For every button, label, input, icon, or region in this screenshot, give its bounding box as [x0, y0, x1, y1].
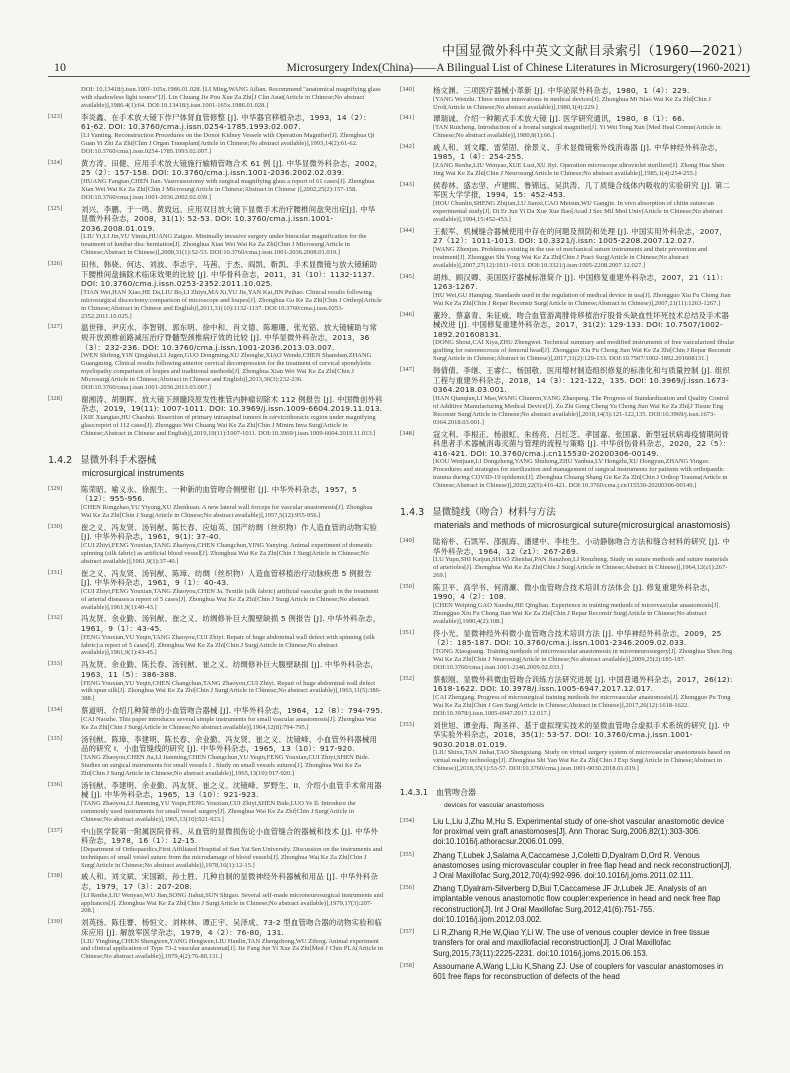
reference-entry — [48, 395, 383, 438]
reference-entry — [400, 928, 735, 959]
reference-entry — [400, 273, 735, 308]
reference-number: [344] — [400, 226, 415, 234]
reference-entry — [48, 569, 383, 612]
reference-translation: [LIU Yingbing,CHEN Shengwen,YANG Hengwen,LIU Hanlin,TAN Zhengzhong,WU Zifeng. Animal experiment and clinical application of Type 73-2 vascular anastomat[J]. Jie Fang Jun Yi Xue Za Zhi[Med J Chin PLA(Article in Chinese;No abstract available)],1979,4(2):76-80,131.] — [81, 937, 383, 961]
reference-number: [333] — [48, 660, 63, 668]
reference-text: 蔡振刚、显微外科微血管吻合训练方法研究进展 [J]. 中国普通外科杂志，2017，26(12): 1618-1622. DOI: 10.3978/j.issn.1005-6947.2017.12.017. — [433, 674, 733, 694]
reference-text: 戚人和、刘文斌、宋国颖、孙士胜、几种自制的显微神经外科器械和用品 [J]. 中华外科杂志，1979，17（3）：207-208. — [81, 872, 379, 891]
reference-text: 汤钊猷、陈璋、李建明、陈长春、余业勤、冯友贤、崔之义、沈镜峰、小血管外科器械用品的研究 I．小血管缝线的研究 [J]. 中华外科杂志，1965，13（10）：917-920. — [81, 734, 378, 754]
reference-translation: [HAN Qianqian,LI Mao,WANG Chunren,YANG Zhaopeng. The Progress of Standardization and Quality Control of Additive Manufacturing Medical Device[J]. Zu Zhi Gong Cheng Yu Chong Jian Wai Ke Za Zhi[J Tissue Eng Reconstr Surg(Article in Chinese;No abstract available)],2018,14(3):121-122,135. DOI:10.3969/j.issn.1673-0364.2018.03.001.] — [433, 394, 729, 426]
reference-text: 刘英扬、陈佳謇、杨恒文、刘林林、谭正宇、吴泽成、73-2 型血管吻合器的动物实验和临床应用 [J]. 解放军医学杂志，1979，4（2）：76-80，131. — [81, 918, 382, 937]
reference-entry — [400, 721, 735, 774]
reference-text: 侯春林、盛志坚、卢建熙、鲁锦远、吴洪涛、几丁质缝合线体内吸收的实验研究 [J]. 第二军医大学学报，1994，15：452-453. — [433, 180, 731, 200]
reference-entry — [48, 323, 383, 391]
left-column — [48, 86, 383, 964]
reference-number: [350] — [400, 582, 415, 590]
reference-text: Liu L,Liu J,Zhu M,Hu S. Experimental study of one-shot vascular anastomotic device for proximal vein graft anastomoses[J]. Ann Thorac Surg,2006,82(1):303-306. doi:10.1016/j.athoracsur.2006.01.099. — [433, 817, 725, 847]
reference-translation: [KOU Wenjuan,LI Dongzheng,YANG Shuhong,ZHU Yanhua,LV Hongzhi,XU Hongyun,ZHANG Yingze. Procedures and strategies for sterilization and management of surgical instruments for patients with orthopaedic trauma during COVID-19 epidemic[J]. Zhonghua Chuang Shang Gu Ke Za Zhi[Chin J Orthop Trauma(Article in Chinese;Abstract in Chinese)],2020,22(5):416-421. DOI:10.3760/cma.j.cn115530-20200306-00149.] — [433, 458, 728, 490]
reference-translation: [LI Renhe,LIU Wenyao,WU Jian,SONG Jiahui,SUN Shigao. Several self-made microneurosurgical instruments and appliances[J]. Zhonghua Wai Ke Za Zhi[Chin J Surg(Article in Chinese;No abstract available)],1979,17(3):207-208.] — [81, 891, 383, 915]
reference-entry — [48, 614, 383, 657]
reference-entry — [400, 86, 735, 111]
section-number: 1.4.3 — [400, 506, 425, 518]
reference-text: 田伟、韩骁、何达、刘波、李志宇、马茜、于杰、阎凯、靳凯、手术显微镜与放大镜辅助下腰椎间盘摘除术临床效果的比较 [J]. 中华骨科杂志，2011，31（10）：1132-1137. DOI: 10.3760/cma.j.issn.0253-2352.2011.10.025. — [81, 260, 378, 289]
reference-entry — [48, 260, 383, 320]
reference-number: [346] — [400, 310, 415, 318]
reference-entry — [400, 311, 735, 364]
reference-translation: [DONG Shoui,CAI Xiya,ZHU Zhengwei. Technical summary and modified instruments of free vascularized fibular grafting for osteonecrosis of femoral head[J]. Zhongguo Xiu Fu Chong Jian Wai Ke Za Zhi[Chin J Repar Reconstr Surg(Article in Chinese;Abstract in Chinese)],2017,31(2):129-133. DOI:10.7507/1002-1892.201608131.] — [433, 339, 735, 363]
reference-text: 冯友贤、余业勤、陈长春、汤钊猷、崔之义、纺绸修补巨大腹壁缺损 [J]. 中华外科杂志，1963，11（5）：386-388. — [81, 660, 379, 679]
reference-number: [329] — [48, 484, 63, 492]
reference-entry — [48, 872, 383, 915]
reference-text: 寇文利、李根正、杨淑虹、朱扬亮、吕红芝、孝国嘉、张国嘉、新型冠状病毒疫情期间骨科患者手术器械消毒灭菌与管理的流程与策略 [J]. 中华创伤骨科杂志，2020，22（5）：416-421. DOI: 10.3760/cma.j.cn115530-20200306-00149. — [433, 429, 731, 458]
reference-translation: [CUI Zhiyi,FENG Youxian,TANG Zhaoyou,CHEN Changchun,YING Yanying. Animal experiment of domestic spinning (silk fabric) as artificial blood vessel[J]. Zhonghua Wai Ke Za Zhi[Chin J Surg(Article in Chinese;No abstract available)],1961,9(1):37-40.] — [81, 541, 373, 565]
reference-translation: [CAI Zhengang. Progress of microsurgical training methods for microvascular anastomosis[J]. Zhongguo Pu Tong Wai Ke Za Zhi[Chin J Gen Surg(Article in Chinese;Abstract in Chinese)],2017,26(12):1618-1622. DOI:10.3978/j.issn.1005-6947.2017.12.017.] — [433, 693, 731, 717]
section-number: 1.4.3.1 — [400, 788, 428, 798]
reference-number: [326] — [48, 260, 63, 268]
section-1-4-3-1 — [400, 787, 735, 811]
reference-text: Zhang T,Lubek J,Salama A,Caccamese J,Coletti D,Dyalram D,Ord R. Venous anastomoses using microvascular coupler in free flap head and neck reconstruction[J]. J Oral Maxillofac Surg,2012,70(4):992-996. doi:10.1016/j.joms.2011.02.111. — [433, 850, 732, 881]
reference-entry — [400, 675, 735, 718]
reference-entry — [400, 851, 735, 882]
reference-translation: [HU Wei,GU Hanqing. Standards used in the regulation of medical device in usa[J]. Zhongguo Xiu Fu Chong Jian Wai Ke Za Zhi[Chin J Repar Reconstr Surg(Article in Chinese;Abstract in Chinese)],2007,21(11):1263-1267.] — [433, 291, 731, 307]
reference-number: [327] — [48, 323, 63, 331]
entries-right-mid — [400, 537, 735, 773]
section-title-cn: 显微外科手术器械 — [80, 454, 157, 466]
reference-entry — [48, 485, 383, 520]
reference-number: [325] — [48, 204, 63, 212]
entries-left-top — [48, 86, 383, 438]
reference-number: [334] — [48, 706, 63, 714]
reference-entry — [48, 159, 383, 202]
reference-text: 谢湘涛、胡朝晖、放大镜下颈髓段原发性椎管内肿瘤切除术 112 例报告 [J]. 中国微创外科杂志，2019，19(11): 1007-1011. DOI: 10.3969/j.issn.1009-6604.2019.11.013. — [81, 394, 383, 414]
reference-text: 李炎鑫、在手术放大镜下作尸体肾血管修整 [J]. 中华器官移植杂志，1993，14（2）：61-62. DOI: 10.3760/cma.j.issn.0254-1785.1993.02.007. — [81, 112, 371, 132]
reference-text: 杨文渊、三项医疗器械小革新 [J]. 中华泌尿外科杂志，1980，1（4）：229. — [433, 86, 690, 95]
reference-text: Zhang T,Dyalram-Silverberg D,Bui T,Caccamese JF Jr,Lubek JE. Analysis of an implantable venous anastomotic flow coupler:experience in head and neck free flap reconstruction[J]. Int J Oral Maxillofac Surg,2012,41(6):751-755. doi:10.1016/j.ijom.2012.03.002. — [433, 884, 721, 924]
reference-translation: [LIU Yi,LI Jin,YU Yimin,HUANG Zaiguo. Minimally invasive surgery under binocular magnification for the treatment of lumbar disc herniation[J]. Zhonghua Xian Wei Wai Ke Za Zhi[Chin J Microsurg(Article in Chinese;Abstract in Chinese)],2008,31(1):52-53. DOI:10.3760/cma.j.issn.1001-2036.2008.01.019.] — [81, 233, 367, 257]
section-1-4-2 — [48, 452, 383, 479]
section-title-cn: 显微缝线（吻合）材料与方法 — [432, 506, 556, 518]
running-header-cn: 中国显微外科中英文文献目录索引（1960—2021） — [442, 44, 750, 59]
running-header-en: Microsurgery Index(China)——A Bilingual List of Chinese Literatures in Microsurgery(1960-2021) — [286, 62, 750, 74]
reference-text: 刘兴、李鹏、于一鸣、黄致远、应用双目放大镜下显微手术治疗腰椎间盘突出症[J]. 中华显微外科杂志，2008，31(1): 52-53. DOI: 10.3760/cma.j.issn.1001-2036.2008.01.019. — [81, 204, 376, 233]
reference-translation: [TANG Zhaoyou,CHEN Jia,LI Jianming,CHEN Changchun,YU Yeqin,FENG Youxian,CUI Zhiyi,SHEN Bide. Studies on surgical instruments for small vessels I . Study on small vessels sutures[J]. Zhonghua Wai Ke Za Zhi[Chin J Surg(Article in Chinese;No abstract available)],1965,13(10):917-920.] — [81, 753, 370, 777]
reference-text: 王振军、机械缝合器械使用中存在的问题及预防和处理 [J]. 中国实用外科杂志，2007，27（12）：1011-1013. DOI: 10.3321/j.issn: 1005-2208.2007.12.027. — [433, 226, 727, 246]
reference-text: 汤钊猷、李建明、余业勤、冯友贤、崔之义、沈镜峰、罗野生、II．介绍小血管手术常用器械 [J]. 中华外科杂志，1965，13（10）：921-923. — [81, 780, 382, 800]
right-column — [400, 86, 735, 985]
reference-number: [331] — [48, 568, 63, 576]
reference-entry — [400, 629, 735, 672]
reference-translation: [HUANG Fangtao,CHEN Jian. Vasovasostomy with surgical magnifying glass a report of 61 cases[J]. Zhonghua Xian Wei Wai Ke Za Zhi[Chin J Microsurg(Article in Chinese;Abstract in Chinese )],2002,25(2):157-158. DOI:10.3760/cma.j.issn.1001-2036.2002.02.039.] — [81, 177, 375, 201]
reference-entry — [48, 523, 383, 566]
reference-entry — [48, 918, 383, 961]
reference-entry — [400, 114, 735, 139]
reference-number: [335] — [48, 734, 63, 742]
section-title-en: materials and methods of microsurgical suture(microsurgical anastomosis) — [434, 519, 731, 530]
reference-translation: [TAN Ruicheng. Introduction of a frontal surgical magnifier[J]. Yi Wei Tong Xun [Med Heal Comm(Article in Chinese;No abstract available)],1980,8(1):66.] — [433, 124, 721, 139]
header-rule — [48, 76, 750, 77]
reference-translation: DOI: 10.13418/j.issn.1001-165x.1986.01.028. [LI Ming,WANG Ailian. Recommend "anatomical magnifying glass with shadowless light source"[J]. Lin Chuang Jie Pou Xue Za Zhi[J Clin Anat(Article in Chinese;No abstract available)],1986.4(1):64. DOI:10.13418/j.issn.1001-165x.1986.01.028.] — [81, 86, 381, 109]
reference-number: [357] — [400, 928, 415, 936]
reference-text: 谭瑞诚、介绍一种额式手术放大镜 [J]. 医学研究通讯，1980，8（1）：66. — [433, 114, 685, 124]
reference-number: [340] — [400, 86, 415, 93]
section-number: 1.4.2 — [48, 454, 73, 466]
section-title-cn: 血管吻合器 — [436, 788, 476, 798]
reference-text: Assoumane A,Wang L,Liu K,Shang ZJ. Use of couplers for vascular anastomoses in 601 free flaps for reconstruction of defects of the head — [433, 961, 724, 981]
reference-number: [324] — [48, 158, 63, 166]
section-1-4-3 — [400, 504, 735, 531]
reference-number: [337] — [48, 826, 63, 834]
reference-entry — [48, 205, 383, 258]
reference-text: 陆裕朴、石凯军、邵振海、潘建中、李桂生、小动静脉吻合方法和缝合材料的研究 [J]. 中华外科杂志，1964，12（z1）：267-269. — [433, 536, 731, 556]
reference-translation: [XIE Xiangtao,HU Chaohui. Resection of primary intraspinal tumors in cervicothoracic region under magnifying glass:report of 112 cases[J]. Zhongguo Wei Chuang Wai Ke Za Zhi[Chin J Minim Inva Surg(Article in Chinese;Abstract in Chinese and English)],2019,19(11):1007-1011. DOI:10.3969/j.issn.1009-6604.2019.11.013.] — [81, 413, 376, 437]
reference-entry — [400, 583, 735, 626]
reference-number: [354] — [400, 817, 415, 825]
reference-number: [343] — [400, 180, 415, 188]
reference-text: 韩倩倩、李继、王睿仁、杨国敬、医用增材制造组织修复的标准化和与质量控制 [J]. 组织工程与重建外科杂志，2018，14（3）：121-122，135. DOI: 10.3969/j.issn.1673-0364.2018.03.001. — [433, 366, 731, 395]
reference-translation: [FENG Youxian,YU Yeqin,TANG Zhaoyou,CUI Zhiyi. Repair of huge abdominal wall defect with spinning (silk fabric):a report of 5 cases[J]. Zhonghua Wai Ke Za Zhi[Chin J Surg(Article in Chinese;No abstract available)],1961,9(1):43-45.] — [81, 633, 375, 657]
reference-text: Li R,Zhang R,He W,Qiao Y,Li W. The use of venous coupler device in free tissue transfers for oral and maxillofacial reconstruction[J]. J Oral Maxillofac Surg,2015,73(11):2225-2231. doi:10.1016/j.joms.2015.06.153. — [433, 928, 710, 958]
reference-translation: [HOU Chunlin,SHENG Zhijian,LU Jianxi,CAO Meisun,WU Gangjie. In vivo absorption of chitin suture:an experimental study[J]. Di Er Jun Yi Da Xue Xue Bao[Acad J Sec Mil Med Univ(Article in Chinese;No abstract available)],1994,15:452-453.] — [433, 200, 723, 223]
reference-number: [358] — [400, 961, 415, 969]
reference-translation: [CHEN Rongzhao,YU Yiyong,XU Zhenkuan. A new lateral wall forceps for vascular anastomosis[J]. Zhonghua Wai Ke Za Zhi[Chin J Surg(Article in Chinese;No abstract available)],1957,5(12):955-956.] — [81, 503, 373, 519]
reference-text: 刘世旭、谭金海、陶圣祥、基于虚拟现实技术的显微血管吻合虚拟手术系统的研究 [J]. 中华实验外科杂志，2018，35(1): 53-57. DOI: 10.3760/cma.j.issn.1001-9030.2018.01.019. — [433, 720, 731, 749]
reference-text: 陈荣昭、喻义永、徐振生、一种新的血管吻合侧壁钳 [J]. 中华外科杂志，1957，5（12）：955-956. — [81, 484, 358, 504]
reference-number: [356] — [400, 884, 415, 892]
reference-number: [351] — [400, 628, 415, 636]
reference-translation: [Department of Orthopaedics,First Affiliated Hospital of Sun Yat Sen University. Discussion on the instruments and techniques of small vessel suture from the microdamage of blood vessels[J]. Zhonghua Wai Ke Za Zhi[Chin J Surg(Article in Chinese;No abstract available)],1978,16(1):12-15.] — [81, 845, 383, 869]
reference-entry — [400, 884, 735, 925]
reference-text: 温世锋、尹庆水、李智钢、郭东明、徐中和、肖文德、陈珊珊、张光铭、放大镜辅助与常规开放颈椎前路减压治疗脊髓型颈椎病疗效的比较 [J]. 中华显微外科杂志，2013，36（3）：232-236. DOI: 10.3760/cma.j.issn.1001-2036.2013.03.007. — [81, 323, 378, 352]
reference-translation: [TONG Xiaoguang. Training methods of microvascular anastomosis in microneurosurgery[J]. Zhonghua Shen Jing Wai Ke Za Zhi[Chin J Neurosurg(Article in Chinese;No abstract available)],2009,25(2):185-187. DOI:10.3760/cma.j.issn.1001-2346.2009.02.033.] — [433, 647, 733, 671]
entries-right-bottom — [400, 817, 735, 982]
reference-text: 胡炜、顾汉卿、美国医疗器械标准简介 [J]. 中国修复重建外科杂志，2007，21（11）：1263-1267. — [433, 272, 728, 292]
reference-entry — [400, 430, 735, 490]
reference-number: [355] — [400, 850, 415, 858]
reference-number: [349] — [400, 536, 415, 544]
entries-left-bottom — [48, 485, 383, 962]
page-number: 10 — [54, 60, 66, 74]
reference-number: [342] — [400, 142, 415, 150]
reference-translation: [YANG Wenzhi. Three minor innovations in medical devices[J]. Zhonghua Mi Niao Wai Ke Za Zhi[Chin J Urol(Article in Chinese;No abstract available)],1980,1(4):229.] — [433, 95, 711, 111]
reference-text: 陈卫平、高学书、何清濂、微小血管吻合技术培训方法体会 [J]. 修复重建外科杂志，1990，4（2）：108. — [433, 582, 715, 602]
reference-text: 崔之义、冯友贤、汤钊猷、陈长春、应灿英、国产纺绸（丝织物）作人造血管的动物实验 [J]. 中华外科杂志，1961，9(1): 37-40. — [81, 522, 378, 542]
reference-number: [323] — [48, 112, 63, 120]
reference-number: [330] — [48, 522, 63, 530]
reference-number: [332] — [48, 614, 63, 622]
reference-entry — [400, 143, 735, 178]
entries-right-top — [400, 86, 735, 490]
reference-number: [328] — [48, 394, 63, 402]
reference-entry — [48, 113, 383, 156]
reference-entry — [400, 537, 735, 580]
reference-number: [352] — [400, 674, 415, 682]
reference-text: 蔡道明、介绍几种简单的小血管吻合器械 [J]. 中华外科杂志，1964，12（8）：794-795. — [81, 706, 383, 716]
reference-entry — [48, 86, 383, 110]
reference-translation: [WEN Shifeng,YIN Qingshui,LI Jugen,GUO Dongming,XU Zhonghe,XIAO Wende,CHEN Shanshan,ZHANG Guangming. Clinical results following anterior cervical decompression for the treatment of cervical spondylotic myelopathy comparison of loupes and traditional methods[J]. Zhonghua Xian Wei Wai Ke Za Zhi[Chin J Microsurg(Article in Chinese;Abstract in Chinese and English)],2013,36(3):232-236. DOI:10.3760/cma.j.issn.1001-2036.2013.03.007.] — [81, 352, 372, 391]
reference-entry — [48, 706, 383, 731]
reference-entry — [400, 962, 735, 982]
reference-entry — [48, 660, 383, 703]
reference-translation: [LI Yanting. Reconstruction Procedures on the Donor Kidney Vessels with Operation Magnifier[J]. Zhonghua Qi Guan Yi Zhi Za Zhi[Chin J Organ Transplant(Article in Chinese;No abstract available)],1993,14(2):61-62. DOI:10.3760/cma.j.issn.0254-1785.1993.02.007.] — [81, 131, 375, 155]
reference-translation: [ZANG Renhe,LIU Wenyao,XUE Lusi,XU Jiyi. Operation microscope ultraviolet sterilizer[J]. Zhong Hua Shen Jing Wai Ke Za Zhi[Chin J Neurosurg(Article in Chinese;No abstract available)],1985,1(4):254-255.] — [433, 162, 725, 177]
reference-text: 崔之义、冯友贤、汤钊猷、陈璋、纺绸（丝织物）人造血管移植治疗动脉疾患 5 例报告 [J]. 中华外科杂志，1961，9（1）：40-43. — [81, 568, 372, 588]
reference-number: [336] — [48, 780, 63, 788]
reference-text: 戚人和、刘文耀、雷荣固、徐景义、手术显微镜紫外线消毒器 [J]. 中华神经外科杂志，1985，1（4）：254-255. — [433, 142, 723, 162]
reference-text: 董玲、蔡嘉青、朱征威、吻合血管游离腓骨移植治疗股骨头缺血性坏死技术总结及手术器械改进 [J]. 中国修复重建外科杂志，2017，31(2): 129-133. DOI: 10.7507/1002-1892.201608131. — [433, 310, 730, 339]
reference-translation: [CAI Naozhe. This paper introduces several simple instruments for small vascular anastomosis[J]. Zhonghua Wai Ke Za Zhi[Chin J Surg(Article in Chinese;No abstract available)],1964,12(8):794-795.] — [81, 715, 377, 731]
reference-translation: [TIAN Wei,HAN Xiao,HE Da,LIU Bo,LI Zhiyu,MA Xi,YU Jie,YAN Kai,JIN Peihao. Clinical results following microsurgical discectomy:comparison of microscope and loupes[J]. Zhonghua Gu Ke Za Zhi[Chin J Orthop(Article in Chinese;Abstract in Chinese and English)],2011,31(10):1132-1137. DOI:10.3760/cma.j.issn.0253-2352.2011.10.025.] — [81, 288, 382, 320]
reference-translation: [LU Yupu,SHI Kaijun,SHAO Zhenhai,PAN Jianzhon,LI Renzheng. Study on suture methods and suture materials of arterioles[J]. Zhonghua Wai Ke Za Zhi[Chin J Surg(Article in Chinese;Abstract in Chinese)],1964,12(z1):267-269.] — [433, 556, 729, 579]
reference-number: [339] — [48, 918, 63, 926]
reference-text: 中山医学院第一附属医院骨科、从血管的显微损伤论小血管缝合的器械和技术 [J]. 中华外科杂志，1978，16（1）：12-15. — [81, 826, 379, 846]
reference-entry — [400, 227, 735, 270]
reference-entry — [48, 827, 383, 870]
reference-entry — [400, 181, 735, 224]
section-title-en: microsurgical instruments — [82, 467, 185, 478]
reference-translation: [CUI Zhiyi,FENG Youxian,TANG Zhaoyou,CHEN Ja. Textile (silk fabric) artificial vascular graft in the treatment of arterial diseases:a report of 5 cases[J]. Zhonghua Wai Ke Za Zhi[Chin J Surg(Article in Chinese;No abstract available)],1961,9(1):40-43.] — [81, 587, 379, 611]
reference-number: [341] — [400, 114, 415, 122]
reference-entry — [400, 817, 735, 848]
reference-number: [353] — [400, 720, 415, 728]
reference-number: [348] — [400, 429, 415, 437]
reference-translation: [WANG Zhenjun. Problems existing in the use of mechanical suture instruments and their prevention and treatment[J]. Zhongguo Shi Yong Wai Ke Za Zhi[Chin J Pract Surg(Article in Chinese;No abstract available)],2007,27(12):1011-1013. DOI:10.3321/j.issn:1005-2208.2007.12.027.] — [433, 245, 708, 269]
reference-entry — [48, 781, 383, 824]
reference-translation: [LIU Shixu,TAN Jinhai,TAO Shengxiang. Study on virtual surgery system of microvascular anastomosis based on virtual reality technology[J]. Zhonghua Shi Yan Wai Ke Za Zhi[Chin J Exp Surg(Article in Chinese;Abstract in Chinese)],2018,35(1):53-57. DOI:10.3760/cma.j.issn.1001-9030.2018.01.019.] — [433, 749, 731, 773]
reference-number: [347] — [400, 366, 415, 374]
reference-entry — [400, 366, 735, 426]
reference-translation: [CHEN Weiping,GAO Xueshu,HE Qinglian. Experience in training methods of microvascular anastomosis[J]. Zhongguo Xiu Fu Chong Jian Wai Ke Za Zhi[Chin J Repar Reconstr Surg(Article in Chinese;No abstract available)],1990,4(2):108.] — [433, 602, 721, 625]
reference-text: 黄方涛、田健、应用手术放大镜施行输精管吻合术 61 例 [J]. 中华显微外科杂志，2002，25（2）：157-158. DOI: 10.3760/cma.j.issn.1001-2036.2002.02.039. — [81, 158, 383, 178]
reference-number: [345] — [400, 272, 415, 280]
reference-text: 佟小光、显微神经外科微小血管吻合技术培训方法 [J]. 中华神经外科杂志，2009，25（2）：185-187. DOI: 10.3760/cma.j.issn.1001-2346.2009.02.033. — [433, 628, 722, 648]
reference-translation: [TANG Zhaoyou,LI Jianming,YU Yeqin,FENG Youxian,CUI Zhiyi,SHEN Bide,LUO Ye Il. Introduce the commonly used instruments for small vessel surgery[J]. Zhonghua Wai Ke Za Zhi[Chin J Surg(Article in Chinese;No abstract available)],1965,13(10):921-923.] — [81, 799, 356, 823]
reference-translation: [FENG Youxian,YU Yeqin,CHEN Changchun,TANG Zhaoyou,CUI Zhiyi. Repair of huge abdominal wall defect with spun silk[J]. Zhonghua Wai Ke Za Zhi[Chin J Surg(Article in Chinese;No abstract available)],1963,11(5):386-388.] — [81, 679, 382, 703]
section-title-en: devices for vascular anastomosis — [444, 802, 545, 810]
reference-entry — [48, 735, 383, 778]
reference-number: [338] — [48, 872, 63, 880]
running-header — [230, 40, 750, 74]
reference-text: 冯友贤、余业勤、汤钊猷、崔之义、纺绸修补巨大腹壁缺损 5 例报告 [J]. 中华外科杂志，1961，9（1）：43-45. — [81, 614, 381, 634]
